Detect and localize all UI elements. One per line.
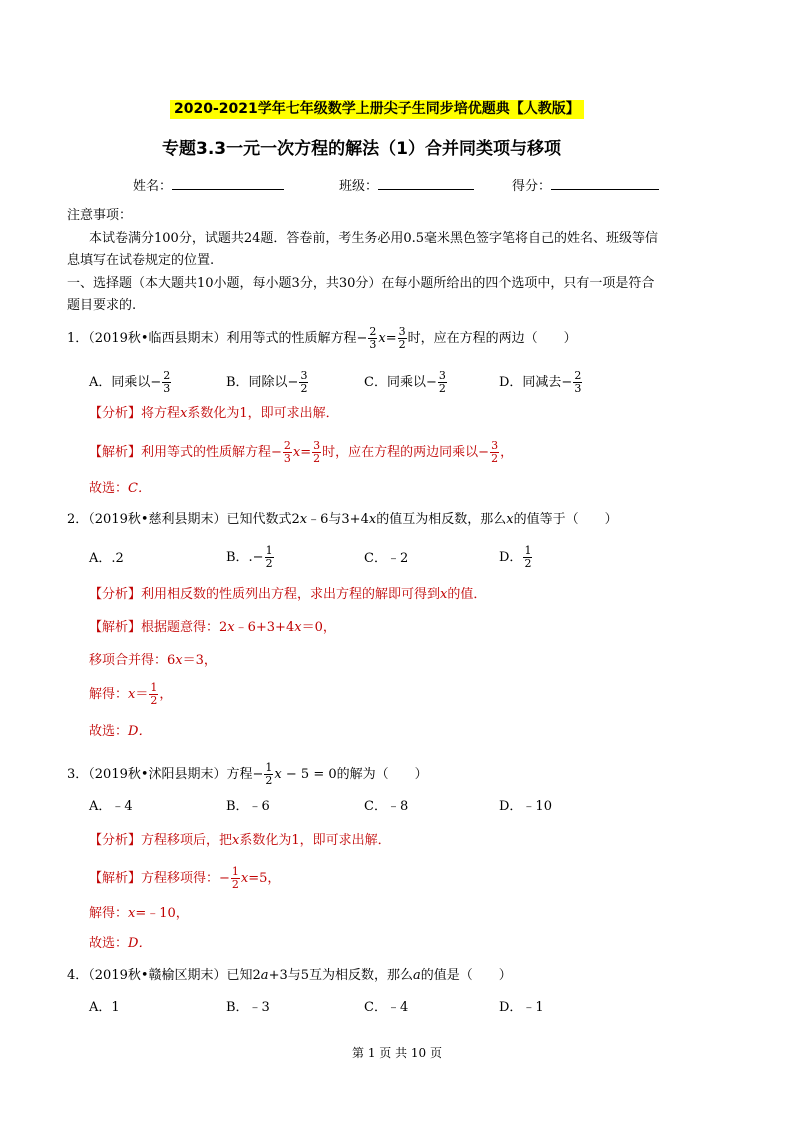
q3-answer: 故选：D． bbox=[89, 936, 152, 951]
q1-analysis: 【分析】将方程x系数化为1，即可求出解． bbox=[89, 406, 339, 421]
q3-option-a: A．﹣4 bbox=[89, 799, 133, 814]
notes-line-1: 本试卷满分100分，试题共24题．答卷前，考生务必用0.5毫米黑色签字笔将自己的姓名、班级等信 bbox=[89, 231, 659, 246]
class-field bbox=[339, 178, 474, 195]
section-heading-line-2: 题目要求的. bbox=[67, 298, 137, 313]
section-heading-line-1: 一、选择题（本大题共10小题，每小题3分，共30分）在每小题所给出的四个选项中，只有一项是符合 bbox=[67, 276, 655, 291]
q1-stem: 1．（2019秋•临西县期末）利用等式的性质解方程− $\frac{2}{3}$ x= $\frac{3}{2}$ 时，应在方程的两边（ ） bbox=[67, 325, 577, 351]
name-label: 姓名： bbox=[133, 179, 173, 194]
q3-stem: 3．（2019秋•沭阳县期末）方程− $\frac{1}{2}$ x − 5 = 0的解为（ ） bbox=[67, 761, 428, 787]
q1-answer: 故选：C． bbox=[89, 481, 151, 496]
q3-analysis: 【分析】方程移项后，把x系数化为1，即可求出解． bbox=[89, 833, 391, 848]
q3-step: 解得：x=﹣10， bbox=[89, 906, 189, 921]
q2-step-2: 解得：x＝ $\frac{1}{2}$ ， bbox=[89, 681, 173, 707]
q1-option-c: C．同乘以− $\frac{3}{2}$ bbox=[364, 369, 446, 395]
page-title: 专题3.3一元一次方程的解法（1）合并同类项与移项 bbox=[162, 139, 561, 159]
q4-option-a: A．1 bbox=[89, 1000, 120, 1015]
q2-step-1: 移项合并得：6x＝3， bbox=[89, 653, 217, 668]
q2-option-d: D． $\frac{1}{2}$ bbox=[499, 544, 532, 570]
score-field bbox=[512, 178, 659, 195]
name-field bbox=[133, 178, 284, 195]
q1-option-a: A．同乘以− $\frac{2}{3}$ bbox=[89, 369, 171, 395]
q3-option-d: D．﹣10 bbox=[499, 799, 552, 814]
q3-option-b: B．﹣6 bbox=[226, 799, 270, 814]
score-blank bbox=[551, 178, 659, 190]
q2-solution: 【解析】根据题意得：2x﹣6+3+4x＝0， bbox=[89, 620, 336, 635]
q2-stem: 2．（2019秋•慈利县期末）已知代数式2x﹣6与3+4x的值互为相反数，那么x的值等于（ ） bbox=[67, 512, 618, 527]
q3-option-c: C．﹣8 bbox=[364, 799, 409, 814]
q1-solution: 【解析】利用等式的性质解方程− $\frac{2}{3}$ x= $\frac{3}{2}$ 时，应在方程的两边同乘以− $\frac{3}{2}$ ， bbox=[89, 439, 514, 465]
name-blank bbox=[172, 178, 284, 190]
q4-option-b: B．﹣3 bbox=[226, 1000, 270, 1015]
q2-option-b: B．.− $\frac{1}{2}$ bbox=[226, 544, 273, 570]
q2-answer: 故选：D． bbox=[89, 724, 152, 739]
score-label: 得分： bbox=[512, 179, 552, 194]
q1-option-d: D．同减去− $\frac{2}{3}$ bbox=[499, 369, 582, 395]
notes-line-2: 息填写在试卷规定的位置. bbox=[67, 253, 215, 268]
q3-solution: 【解析】方程移项得：− $\frac{1}{2}$ x=5， bbox=[89, 865, 281, 891]
q4-stem: 4．（2019秋•赣榆区期末）已知2a+3与5互为相反数，那么a的值是（ ） bbox=[67, 968, 512, 983]
q4-option-d: D．﹣1 bbox=[499, 1000, 544, 1015]
class-blank bbox=[378, 178, 474, 190]
q2-analysis: 【分析】利用相反数的性质列出方程，求出方程的解即可得到x的值． bbox=[89, 587, 487, 602]
class-label: 班级： bbox=[339, 179, 379, 194]
notes-heading: 注意事项： bbox=[67, 208, 133, 223]
q1-option-b: B．同除以− $\frac{3}{2}$ bbox=[226, 369, 308, 395]
page-number: 第 1 页 共 10 页 bbox=[352, 1046, 442, 1060]
q4-option-c: C．﹣4 bbox=[364, 1000, 409, 1015]
header-banner: 2020-2021学年七年级数学上册尖子生同步培优题典【人教版】 bbox=[170, 100, 584, 119]
q2-option-c: C．﹣2 bbox=[364, 551, 409, 566]
q2-option-a: A．.2 bbox=[89, 551, 124, 566]
